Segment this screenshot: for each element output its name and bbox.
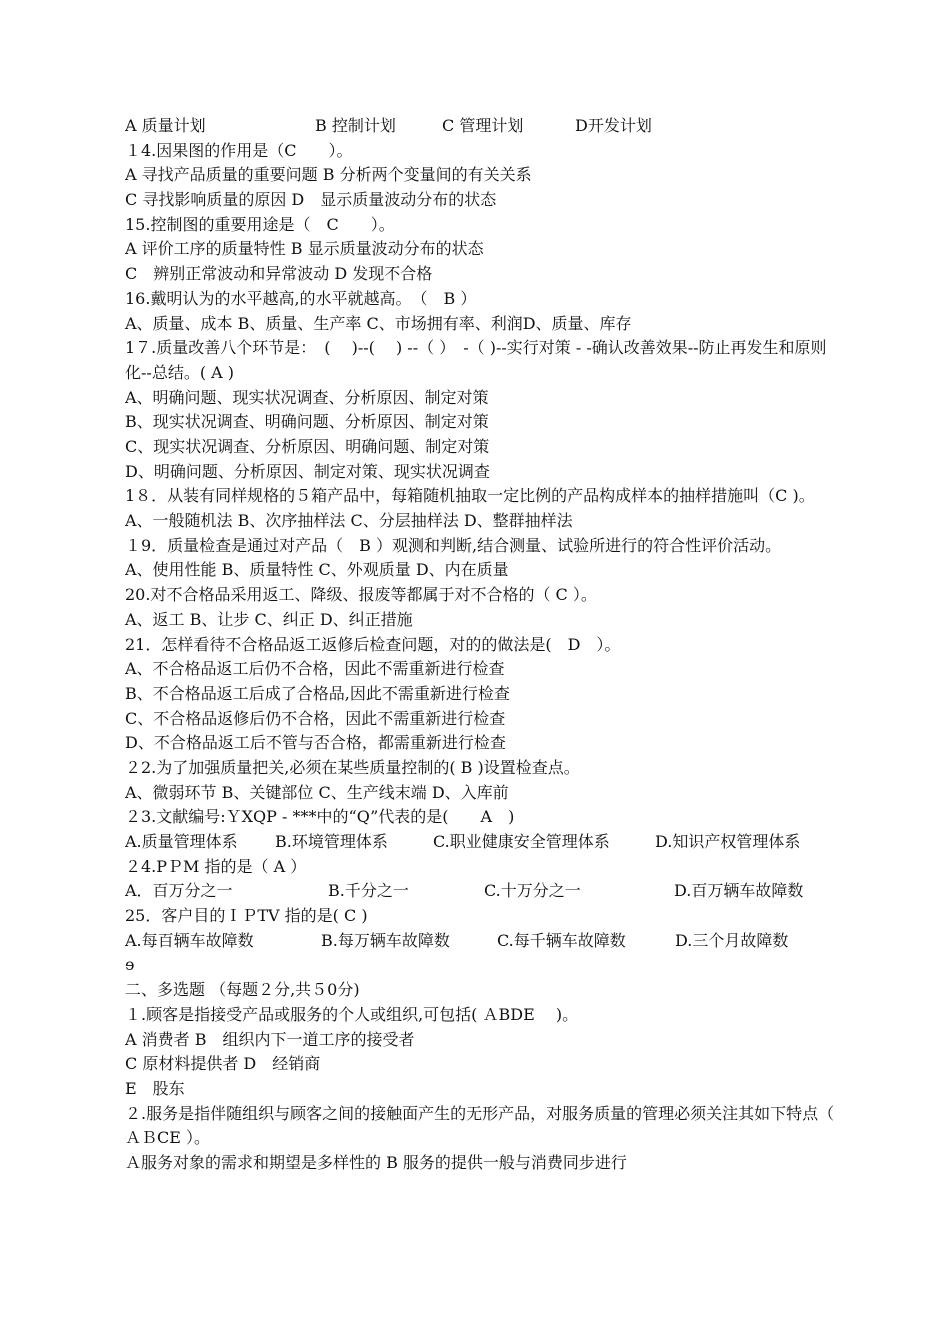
q17-stem: 1７.质量改善八个环节是： ( )--( ) --（ ） -（ )--实行对策 - -确认改善效果--防止再发生和原则化--总结。( A ) <box>125 338 827 382</box>
q16-options: A、质量、成本 B、质量、生产率 C、市场拥有率、利润D、质量、库存 <box>125 313 632 333</box>
option-a: A.每百辆车故障数 <box>125 930 254 950</box>
mq1-options-cd: C 原材料提供者 D 经销商 <box>125 1054 321 1074</box>
q25-stem: 25．客户目的ＩＰTV 指的是( C ) <box>125 906 368 926</box>
q21-option-a: A、不合格品返工后仍不合格，因此不需重新进行检查 <box>125 659 505 679</box>
q15-stem: 15.控制图的重要用途是（ C ）。 <box>125 214 395 234</box>
q13-options <box>125 114 837 139</box>
q17-option-b: B、现实状况调查、明确问题、分析原因、制定对策 <box>125 412 489 432</box>
q15-options-ab: A 评价工序的质量特性 B 显示质量波动分布的状态 <box>125 239 484 259</box>
q19-options: A、使用性能 B、质量特性 C、外观质量 D、内在质量 <box>125 560 509 580</box>
document-body <box>125 114 867 1176</box>
option-a: A．百万分之一 <box>125 881 233 901</box>
q20-options: A、返工 B、让步 C、纠正 D、纠正措施 <box>125 609 413 629</box>
q25-options <box>125 929 837 954</box>
mq2-stem: ２.服务是指伴随组织与顾客之间的接触面产生的无形产品，对服务质量的管理必须关注其如下特点（ ＡＢCE ）。 <box>125 1103 867 1148</box>
q14-options-ab: A 寻找产品质量的重要问题 B 分析两个变量间的有关关系 <box>125 165 532 185</box>
option-b: B.环境管理体系 <box>275 832 388 851</box>
option-d: D开发计划 <box>575 116 652 135</box>
q21-option-d: D、不合格品返工后不管与否合格，都需重新进行检查 <box>125 733 506 753</box>
q22-options: A、微弱环节 B、关键部位 C、生产线末端 D、入库前 <box>125 782 509 802</box>
q17-option-c: C、现实状况调查、分析原因、明确问题、制定对策 <box>125 436 490 456</box>
section-heading: 二、多选题 （每题２分,共５0分) <box>125 980 360 1000</box>
q24-stem: ２4.PＰM 指的是（ A ） <box>125 856 307 876</box>
q14-stem: １4.因果图的作用是（C ）。 <box>125 140 353 160</box>
q20-stem: 20.对不合格品采用返工、降级、报废等都属于对不合格的（ C ）。 <box>125 585 597 605</box>
option-a: A.质量管理体系 <box>125 832 238 851</box>
q21-option-b: B、不合格品返工后成了合格品,因此不需重新进行检查 <box>125 683 510 703</box>
q19-stem: １9．质量检查是通过对产品（ B ）观测和判断,结合测量、试验所进行的符合性评价活动。 <box>125 535 782 555</box>
option-b: B 控制计划 <box>315 116 396 135</box>
q22-stem: ２2.为了加强质量把关,必须在某些质量控制的( B )设置检查点。 <box>125 757 580 777</box>
option-a: A 质量计划 <box>125 116 206 135</box>
q21-stem: 21．怎样看待不合格品返工返修后检查问题，对的的做法是( D ）。 <box>125 634 621 654</box>
q15-options-cd: C 辨别正常波动和异常波动 D 发现不合格 <box>125 264 433 284</box>
option-d: D.三个月故障数 <box>675 930 789 950</box>
option-b: B.每万辆车故障数 <box>321 930 450 950</box>
q23-stem: ２3.文献编号:ＹXQP - ***中的“Q”代表的是( A ) <box>125 807 515 827</box>
q24-options <box>125 879 837 904</box>
q16-stem: 16.戴明认为的水平越高,的水平就越高。 （ B ） <box>125 288 477 308</box>
option-c: C.职业健康安全管理体系 <box>433 832 610 851</box>
mq1-options-ab: A 消费者 B 组织内下一道工序的接受者 <box>125 1029 415 1049</box>
option-c: C.十万分之一 <box>484 881 581 901</box>
option-c: C.每千辆车故障数 <box>497 930 626 950</box>
mq1-option-e: E 股东 <box>125 1078 185 1098</box>
q14-options-cd: C 寻找影响质量的原因 D 显示质量波动分布的状态 <box>125 190 497 210</box>
q18-options: A、一般随机法 B、次序抽样法 C、分层抽样法 D、整群抽样法 <box>125 511 573 531</box>
option-d: D.知识产权管理体系 <box>655 832 801 851</box>
option-c: C 管理计划 <box>442 116 524 135</box>
stray-mark: ɘ <box>125 955 135 975</box>
q17-option-a: A、明确问题、现实状况调查、分析原因、制定对策 <box>125 387 489 407</box>
mq1-stem: １.顾客是指接受产品或服务的个人或组织,可包括( ＡBDE )。 <box>125 1004 579 1024</box>
mq2-options-ab: Ａ服务对象的需求和期望是多样性的 B 服务的提供一般与消费同步进行 <box>125 1152 627 1172</box>
option-b: B.千分之一 <box>328 881 409 901</box>
q18-stem: 1８．从装有同样规格的５箱产品中，每箱随机抽取一定比例的产品构成样本的抽样措施叫（C )。 <box>125 486 815 506</box>
option-d: D.百万辆车故障数 <box>674 881 804 901</box>
q23-options <box>125 830 837 855</box>
q21-option-c: C、不合格品返修后仍不合格，因此不需重新进行检查 <box>125 708 506 728</box>
q17-option-d: D、明确问题、分析原因、制定对策、现实状况调查 <box>125 461 490 481</box>
